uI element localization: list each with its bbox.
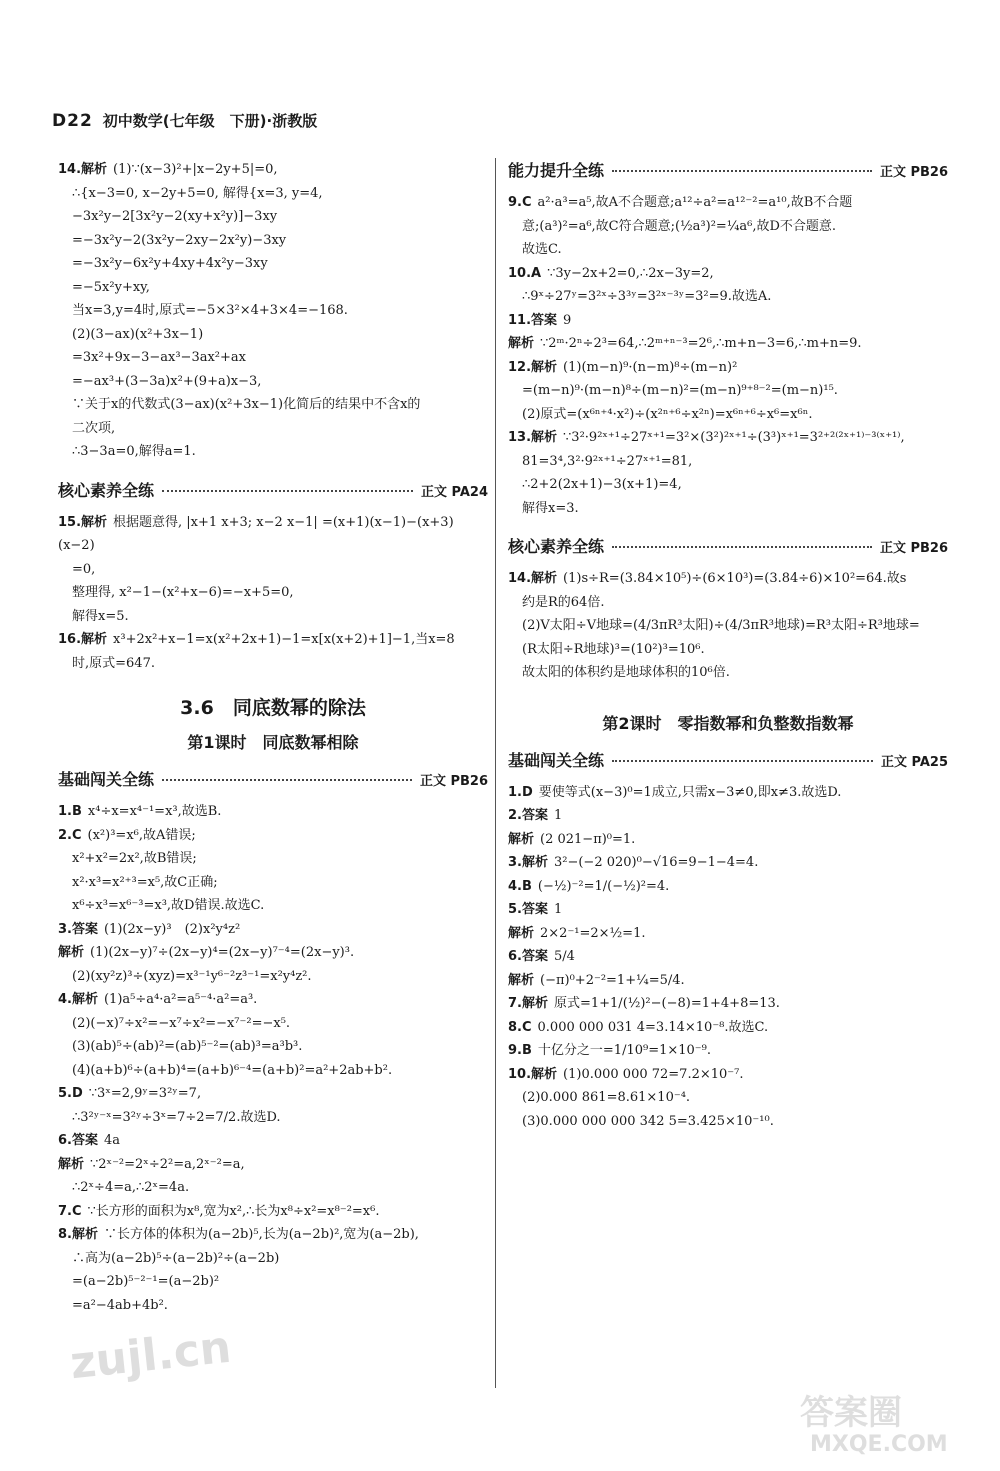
answer-line (508, 332, 948, 356)
answer-text: (1)(2x−y)³ (2)x²y⁴z² (103, 921, 241, 937)
answer-label: 解析 (508, 336, 535, 351)
leader-dots (612, 546, 872, 548)
answer-text: ∵2ˣ⁻²=2ˣ÷2²=a,2ˣ⁻²=a, (90, 1156, 245, 1172)
answer-line (58, 1270, 488, 1294)
right-column (508, 158, 948, 1133)
section-title: 基础闯关全练 (508, 750, 605, 770)
answer-text: x⁶÷x³=x⁶⁻³=x³,故D错误.故选C. (72, 898, 265, 913)
answer-line (58, 824, 488, 848)
section-title: 核心素养全练 (58, 480, 155, 500)
lesson-title: 第2课时 零指数幂和负整数指数幂 (602, 713, 854, 733)
answer-text: =a²−4ab+4b². (72, 1297, 168, 1313)
answer-line (508, 473, 948, 497)
answer-text: ∴{x−3=0, x−2y+5=0, 解得{x=3, y=4, (72, 185, 323, 201)
answer-text: ∵3ˣ=2,9ʸ=3²ʸ=7, (88, 1086, 202, 1101)
answer-line (58, 1106, 488, 1130)
answer-line (508, 285, 948, 309)
answer-line (508, 992, 948, 1016)
answer-line (58, 1247, 488, 1271)
chapter-title: 3.6 同底数幂的除法 (180, 697, 366, 719)
answer-label: 14.解析 (508, 571, 558, 586)
answer-text: 十亿分之一=1/10⁹=1×10⁻⁹. (537, 1043, 712, 1058)
answer-line (58, 894, 488, 918)
answer-text: (4)(a+b)⁶÷(a+b)⁴=(a+b)⁶⁻⁴=(a+b)²=a²+2ab+b². (72, 1062, 393, 1078)
column-divider (495, 158, 496, 1388)
answer-line (58, 1294, 488, 1318)
answer-label: 解析 (508, 831, 535, 847)
answer-text: 要使等式(x−3)⁰=1成立,只需x−3≠0,即x≠3.故选D. (538, 784, 842, 800)
answer-line (58, 800, 488, 824)
section-title: 能力提升全练 (508, 161, 605, 180)
answer-text: (3)(ab)⁵÷(ab)²=(ab)⁵⁻²=(ab)³=a³b³. (72, 1039, 303, 1054)
answer-text: ∵关于x的代数式(3−ax)(x²+3x−1)化简后的结果中不含x的 (72, 397, 421, 412)
answer-line (58, 1012, 488, 1036)
basic-questions-2 (508, 781, 948, 1134)
answer-text: x³+2x²+x−1=x(x²+2x+1)−1=x[x(x+2)+1]−1,当x=8 (113, 632, 455, 647)
answer-line (58, 847, 488, 871)
answer-line (58, 1153, 488, 1177)
answer-label: 解析 (58, 945, 85, 960)
answer-line (508, 238, 948, 262)
answer-label: 5.D (58, 1086, 83, 1101)
section-reference: 正文 PA24 (420, 484, 488, 500)
answer-text: (2)(3−ax)(x²+3x−1) (72, 326, 204, 342)
answer-line (508, 356, 948, 380)
answer-text: 9 (563, 312, 572, 328)
answer-label: 12.解析 (508, 359, 558, 375)
answer-text: (R太阳÷R地球)³=(10²)³=10⁶. (522, 641, 705, 657)
answer-line (58, 370, 488, 394)
answer-line (508, 1086, 948, 1110)
answer-line (508, 1016, 948, 1040)
watermark-logo: 答案圈 (800, 1393, 902, 1433)
answer-text: 1 (553, 902, 563, 917)
section-heading (508, 534, 948, 557)
answer-label: 解析 (508, 972, 535, 988)
answer-text: (1)(m−n)⁹·(n−m)⁸÷(m−n)² (563, 359, 738, 375)
answer-label: 1.D (508, 784, 533, 800)
answer-label: 6.答案 (508, 949, 548, 964)
answer-text: x⁴÷x=x⁴⁻¹=x³,故选B. (87, 804, 222, 819)
answer-text: =−5x²y+xy, (72, 279, 150, 295)
answer-text: 故选C. (522, 242, 562, 257)
answer-label: 3.解析 (508, 855, 548, 870)
answer-label: 16.解析 (58, 632, 108, 647)
answer-label: 13.解析 (508, 430, 558, 445)
leader-dots (162, 779, 412, 781)
answer-text: (2)V太阳÷V地球=(4/3πR³太阳)÷(4/3πR³地球)=R³太阳÷R³地球= (522, 618, 920, 633)
answer-line (58, 182, 488, 206)
answer-line (508, 875, 948, 899)
answer-label: 14.解析 (58, 162, 108, 177)
answer-text: (2)(−x)⁷÷x²=−x⁷÷x²=−x⁷⁻²=−x⁵. (72, 1015, 291, 1031)
answer-text: =−3x²y−2(3x²y−2xy−2x²y)−3xy (72, 232, 287, 248)
answer-label: 解析 (58, 1156, 85, 1172)
answer-line (58, 941, 488, 965)
question-14-right (508, 567, 948, 685)
answer-text: ∴3−3a=0,解得a=1. (72, 444, 196, 459)
answer-label: 2.C (58, 827, 82, 843)
answer-text: 意;(a³)²=a⁶,故C符合题意;(½a³)²=¼a⁶,故D不合题意. (522, 218, 837, 234)
answer-line (58, 323, 488, 347)
answer-line (58, 158, 488, 182)
answer-label: 解析 (508, 925, 535, 941)
leader-dots (612, 760, 873, 762)
answer-text: 1 (553, 808, 563, 823)
answer-label: 1.B (58, 804, 82, 819)
answer-text: 原式=1+1/(½)²−(−8)=1+4+8=13. (553, 996, 780, 1011)
answer-text: 81=3⁴,3²·9²ˣ⁺¹÷27ˣ⁺¹=81, (522, 453, 693, 469)
answer-text: (x²)³=x⁶,故A错误; (87, 827, 196, 843)
answer-label: 8.解析 (58, 1227, 98, 1242)
answer-line (58, 393, 488, 417)
answer-line (508, 969, 948, 993)
answer-text: =(m−n)⁹·(m−n)⁸÷(m−n)²=(m−n)⁹⁺⁸⁻²=(m−n)¹⁵. (522, 383, 838, 398)
answer-text: (2)原式=(x⁶ⁿ⁺⁴·x²)÷(x²ⁿ⁺⁶÷x²ⁿ)=x⁶ⁿ⁺⁶÷x⁶=x⁶ⁿ. (522, 406, 813, 422)
answer-line (508, 1110, 948, 1134)
answer-text: (1)s÷R=(3.84×10⁵)÷(6×10³)=(3.84÷6)×10²=64.故s (563, 571, 907, 586)
answer-label: 5.答案 (508, 902, 548, 917)
answer-text: =−3x²y−6x²y+4xy+4x²y−3xy (72, 256, 268, 271)
answer-line (508, 614, 948, 638)
answer-line (508, 379, 948, 403)
answer-label: 9.C (508, 195, 532, 210)
leader-dots (612, 170, 872, 172)
section-heading (508, 748, 948, 771)
answer-label: 4.B (508, 878, 532, 894)
left-column (58, 158, 488, 1317)
answer-line (508, 851, 948, 875)
answer-line (58, 652, 488, 676)
answer-label: 3.答案 (58, 921, 98, 937)
answer-text: (2)(xy²z)³÷(xyz)=x³⁻¹y⁶⁻²z³⁻¹=x²y⁴z². (72, 968, 312, 984)
answer-text: x²+x²=2x²,故B错误; (72, 851, 197, 866)
answer-text: (−½)⁻²=1/(−½)²=4. (537, 878, 670, 894)
answer-line (58, 511, 488, 558)
answer-text: ∴3²ʸ⁻ˣ=3²ʸ÷3ˣ=7÷2=7/2.故选D. (72, 1109, 281, 1125)
answer-line (508, 804, 948, 828)
answer-line (508, 828, 948, 852)
answer-text: ∵长方体的体积为(a−2b)⁵,长为(a−2b)²,宽为(a−2b), (103, 1227, 419, 1242)
answer-line (508, 922, 948, 946)
answer-text: ∴9ˣ÷27ʸ=3²ˣ÷3³ʸ=3²ˣ⁻³ʸ=3²=9.故选A. (522, 289, 772, 304)
section-reference: 正文 PB26 (419, 774, 488, 789)
answer-text: (2 021−π)⁰=1. (540, 831, 636, 847)
answer-text: a²·a³=a⁵,故A不合题意;a¹²÷a²=a¹²⁻²=a¹⁰,故B不合题 (537, 195, 853, 210)
answer-line (58, 628, 488, 652)
section-title: 核心素养全练 (508, 537, 605, 556)
answer-label: 10.A (508, 265, 542, 281)
answer-line (58, 1082, 488, 1106)
answer-line (58, 346, 488, 370)
answer-label: 7.C (58, 1203, 82, 1219)
answer-line (58, 229, 488, 253)
answer-text: (1)0.000 000 72=7.2×10⁻⁷. (563, 1066, 744, 1082)
answer-text: (−π)⁰+2⁻²=1+¼=5/4. (540, 972, 685, 988)
answer-text: (2)0.000 861=8.61×10⁻⁴. (522, 1090, 691, 1105)
answer-text: (3)0.000 000 000 342 5=3.425×10⁻¹⁰. (522, 1113, 774, 1129)
answer-text: ∵2ᵐ·2ⁿ÷2³=64,∴2ᵐ⁺ⁿ⁻³=2⁶,∴m+n−3=6,∴m+n=9. (540, 336, 862, 351)
answer-line (58, 1176, 488, 1200)
answer-line (58, 299, 488, 323)
answer-line (58, 417, 488, 441)
answer-text: 0.000 000 031 4=3.14×10⁻⁸.故选C. (537, 1019, 769, 1035)
page-header (52, 110, 317, 131)
answer-text: 4a (103, 1133, 121, 1148)
answer-line (58, 918, 488, 942)
answer-label: 7.解析 (508, 996, 548, 1011)
answer-line (508, 781, 948, 805)
answer-text: ∵3y−2x+2=0,∴2x−3y=2, (547, 265, 714, 281)
answer-text: ∴2ˣ÷4=a,∴2ˣ=4a. (72, 1180, 190, 1195)
question-15 (58, 511, 488, 629)
answer-label: 15.解析 (58, 514, 108, 530)
answer-line (508, 1039, 948, 1063)
answer-line (58, 581, 488, 605)
answer-text: 2×2⁻¹=2×½=1. (540, 925, 646, 941)
answer-line (58, 605, 488, 629)
answer-line (508, 638, 948, 662)
answer-line (508, 1063, 948, 1087)
answer-text: ∵3²·9²ˣ⁺¹÷27ˣ⁺¹=3²×(3²)²ˣ⁺¹÷(3³)ˣ⁺¹=3²⁺²⁽²ˣ⁺¹⁾⁻³⁽ˣ⁺¹⁾, (563, 430, 905, 445)
answer-line (508, 262, 948, 286)
answer-text: (1)a⁵÷a⁴·a²=a⁵⁻⁴·a²=a³. (103, 992, 258, 1007)
section-reference: 正文 PB26 (879, 165, 948, 180)
basic-questions (58, 800, 488, 1317)
answer-line (508, 191, 948, 215)
answer-line (58, 1059, 488, 1083)
answer-line (58, 252, 488, 276)
question-16 (58, 628, 488, 675)
answer-text: 根据题意得, |x+1 x+3; x−2 x−1| =(x+1)(x−1)−(x+3)(x−2) (58, 514, 454, 553)
answer-text: 约是R的64倍. (522, 594, 605, 610)
answer-text: ∴2+2(2x+1)−3(x+1)=4, (522, 477, 682, 492)
answer-line (58, 558, 488, 582)
answer-text: =(a−2b)⁵⁻²⁻¹=(a−2b)² (72, 1274, 220, 1289)
section-reference: 正文 PA25 (880, 754, 948, 770)
watermark-logo: MXQE.COM (810, 1432, 948, 1457)
leader-dots (162, 490, 413, 492)
answer-text: =3x²+9x−3−ax³−3ax²+ax (72, 350, 246, 365)
section-heading (508, 158, 948, 181)
answer-text: 时,原式=647. (72, 655, 155, 671)
answer-label: 2.答案 (508, 808, 548, 823)
answer-text: (1)∵(x−3)²+|x−2y+5|=0, (113, 162, 278, 177)
answer-label: 8.C (508, 1019, 532, 1035)
answer-text: 整理得, x²−1−(x²+x−6)=−x+5=0, (72, 585, 294, 600)
answer-line (58, 1035, 488, 1059)
section-heading (58, 767, 488, 790)
answer-line (508, 567, 948, 591)
answer-text: ∵长方形的面积为x⁸,宽为x²,∴长为x⁸÷x²=x⁸⁻²=x⁶. (87, 1203, 380, 1219)
page-number: D22 (52, 110, 93, 131)
section-reference: 正文 PB26 (879, 541, 948, 556)
answer-text: 故太阳的体积约是地球体积的10⁶倍. (522, 665, 730, 680)
answer-line (58, 205, 488, 229)
answer-text: 5/4 (553, 949, 575, 964)
watermark-logo: zujl.cn (67, 1321, 234, 1390)
answer-text: 解得x=3. (522, 500, 579, 516)
answer-line (508, 945, 948, 969)
answer-line (508, 591, 948, 615)
answer-line (58, 1200, 488, 1224)
answer-text: 二次项, (72, 420, 116, 436)
section-title: 基础闯关全练 (58, 770, 155, 789)
answer-line (58, 871, 488, 895)
answer-line (508, 898, 948, 922)
answer-label: 6.答案 (58, 1133, 98, 1148)
answer-label: 11.答案 (508, 312, 558, 328)
book-title: 初中数学(七年级 下册)·浙教版 (102, 112, 318, 130)
answer-line (58, 276, 488, 300)
answer-label: 9.B (508, 1043, 532, 1058)
answer-text: 解得x=5. (72, 608, 129, 624)
answer-line (508, 309, 948, 333)
answer-line (508, 661, 948, 685)
question-14 (58, 158, 488, 464)
answer-line (58, 1223, 488, 1247)
answer-text: 3²−(−2 020)⁰−√16=9−1−4=4. (553, 855, 759, 870)
lesson-title: 第1课时 同底数幂相除 (187, 733, 359, 752)
answer-line (508, 403, 948, 427)
answer-label: 10.解析 (508, 1066, 558, 1082)
answer-text: 当x=3,y=4时,原式=−5×3²×4+3×4=−168. (72, 303, 348, 318)
advanced-questions (508, 191, 948, 520)
answer-text: =0, (72, 561, 96, 577)
answer-label: 4.解析 (58, 992, 98, 1007)
answer-line (58, 440, 488, 464)
answer-line (58, 965, 488, 989)
answer-text: ∴高为(a−2b)⁵÷(a−2b)²÷(a−2b) (72, 1250, 280, 1266)
section-heading (58, 478, 488, 501)
answer-text: (1)(2x−y)⁷÷(2x−y)⁴=(2x−y)⁷⁻⁴=(2x−y)³. (90, 945, 355, 960)
answer-line (58, 988, 488, 1012)
answer-line (58, 1129, 488, 1153)
answer-line (508, 215, 948, 239)
answer-text: x²·x³=x²⁺³=x⁵,故C正确; (72, 874, 218, 890)
answer-line (508, 497, 948, 521)
answer-text: =−ax³+(3−3a)x²+(9+a)x−3, (72, 373, 262, 389)
answer-line (508, 426, 948, 450)
answer-line (508, 450, 948, 474)
answer-text: −3x²y−2[3x²y−2(xy+x²y)]−3xy (72, 209, 278, 224)
